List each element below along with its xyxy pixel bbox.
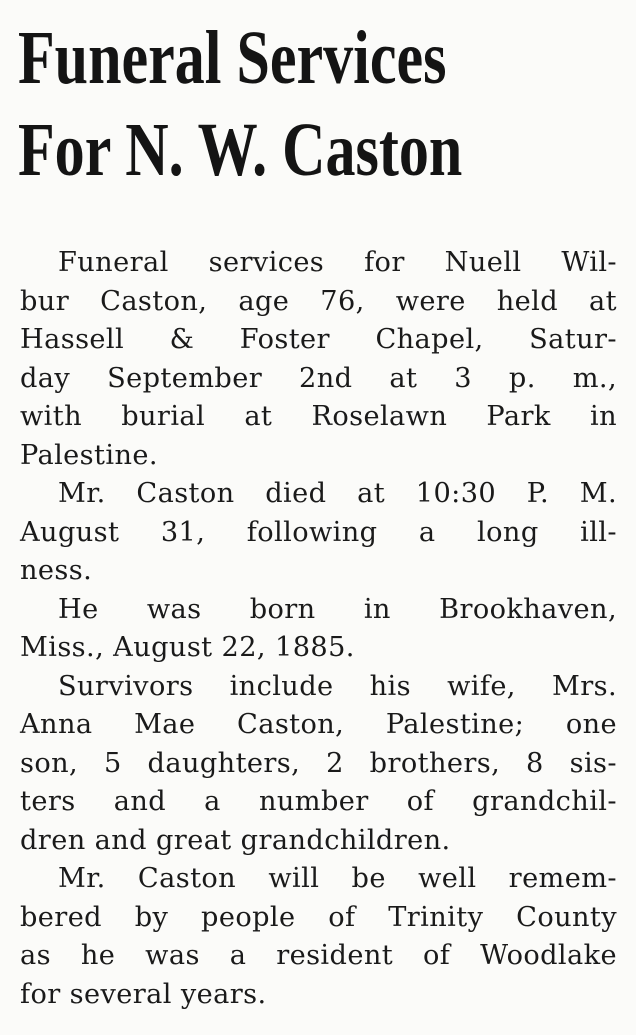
text-line: day September 2nd at 3 p. m., [20,362,617,394]
text-line: Funeral services for Nuell Wil- [58,247,617,278]
text-line: son, 5 daughters, 2 brothers, 8 sis- [20,747,617,779]
paragraph-service [20,244,617,475]
paragraph-remembrance [20,860,617,1014]
text-line: as he was a resident of Woodlake [20,940,617,971]
paragraph-birth [20,591,617,668]
text-line: dren and great grandchildren. [20,824,451,856]
text-line: Anna Mae Caston, Palestine; one [20,709,617,740]
text-line: Miss., August 22, 1885. [20,632,355,663]
text-line: ters and a number of grandchil- [20,786,617,817]
text-line: for several years. [20,978,267,1010]
text-line: ness. [20,555,93,586]
text-line: Palestine. [20,439,158,471]
text-line: He was born in Brookhaven, [58,593,617,625]
text-line: bered by people of Trinity County [20,901,617,933]
headline [18,12,495,196]
article-body [20,244,617,1014]
headline-line-2: For N. W. Caston [18,108,463,192]
text-line: bur Caston, age 76, were held at [20,285,617,317]
headline-line-1: Funeral Services [18,16,447,100]
text-line: Survivors include his wife, Mrs. [58,670,617,702]
text-line: Mr. Caston will be well remem- [58,863,617,894]
paragraph-death [20,475,617,591]
text-line: Hassell & Foster Chapel, Satur- [20,324,617,355]
text-line: August 31, following a long ill- [20,516,617,548]
text-line: with burial at Roselawn Park in [20,401,617,432]
text-line: Mr. Caston died at 10:30 P. M. [58,478,617,509]
paragraph-survivors [20,668,617,861]
